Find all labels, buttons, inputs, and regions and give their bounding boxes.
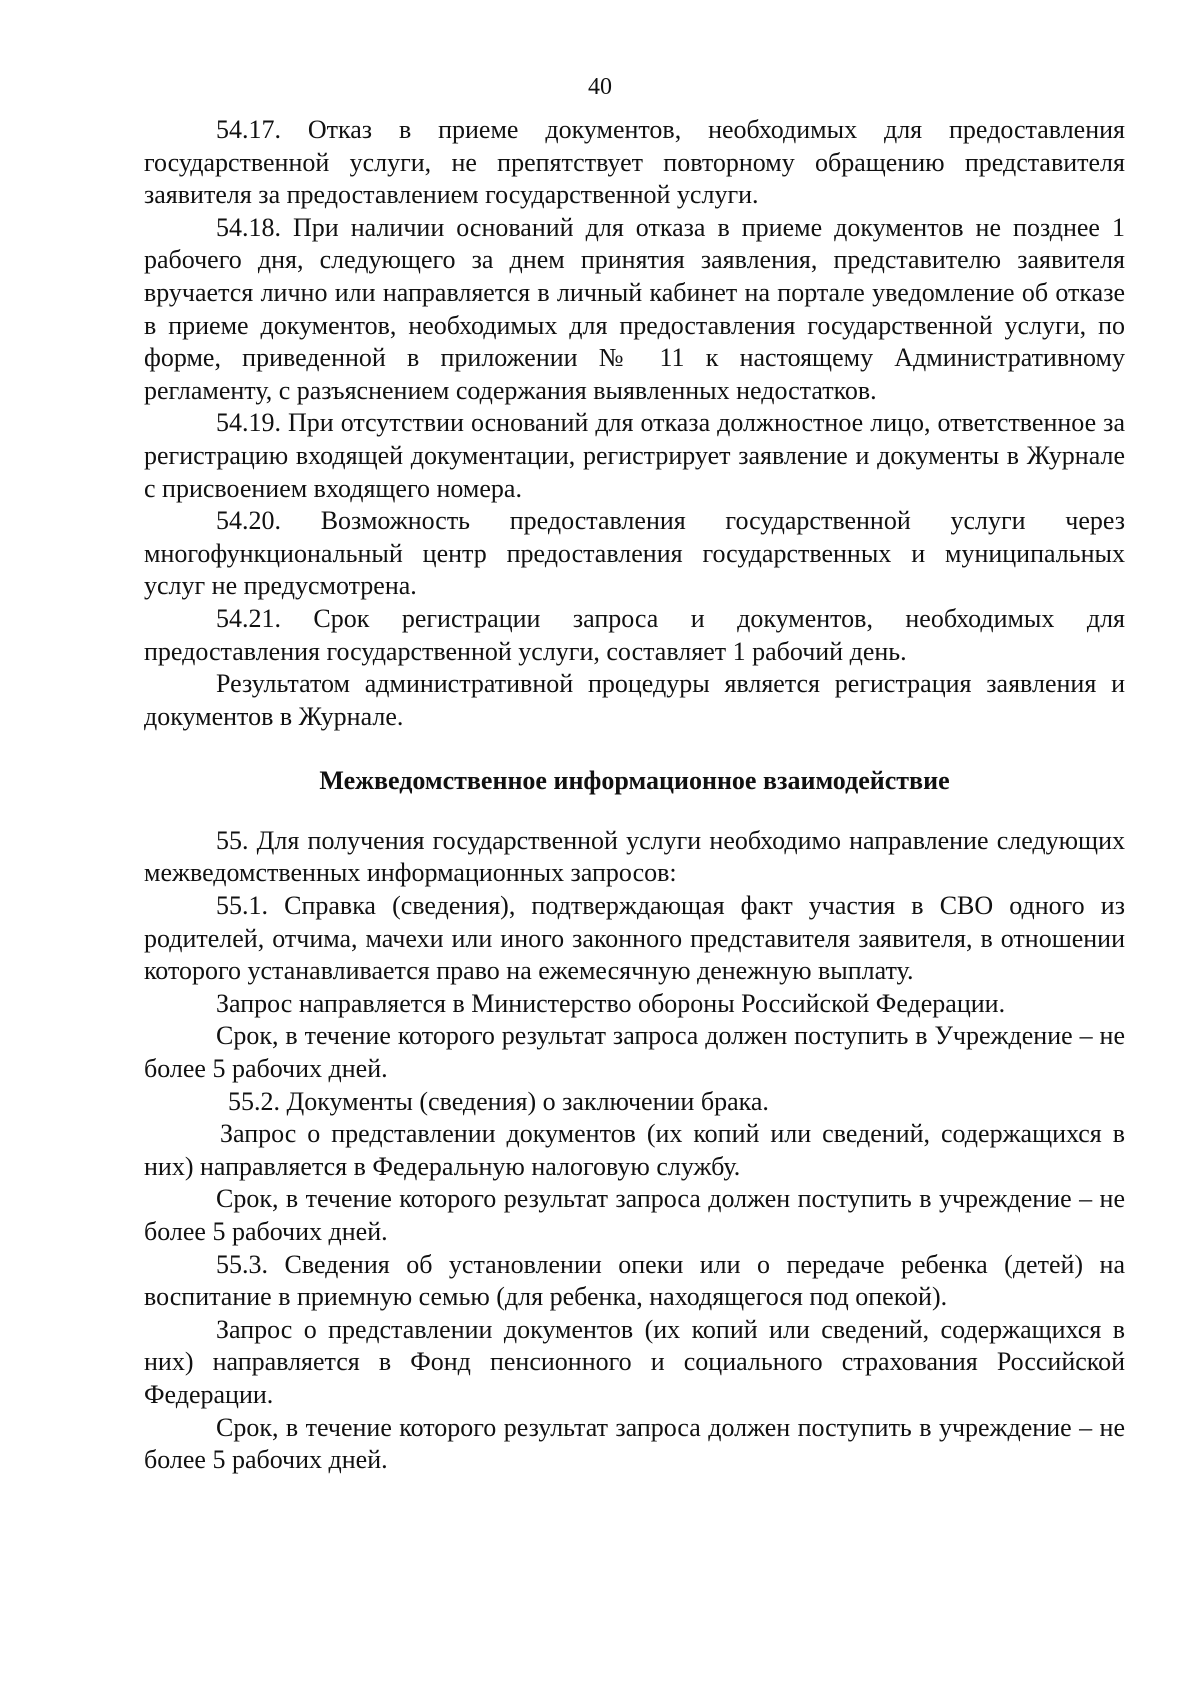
paragraph-55-2: 55.2. Документы (сведения) о заключении брака. xyxy=(228,1086,769,1116)
paragraph-54-21: 54.21. Срок регистрации запроса и документов, необходимых для предоставления государственной услуги, составляет 1 рабочий день. xyxy=(144,603,1125,666)
paragraph-deadline-1: Срок, в течение которого результат запроса должен поступить в Учреждение – не более 5 рабочих дней. xyxy=(144,1021,1125,1084)
paragraph-55-1: 55.1. Справка (сведения), подтверждающая факт участия в СВО одного из родителей, отчима, мачехи или иного законного представителя заявителя, в отношении которого устанавливается право на ежемесячную денежную выплату. xyxy=(144,891,1125,986)
paragraph-54-20: 54.20. Возможность предоставления государственной услуги через многофункциональный центр предоставления государственных и муниципальных услуг не предусмотрена. xyxy=(144,506,1125,601)
page-number: 40 xyxy=(588,74,612,100)
paragraph-55: 55. Для получения государственной услуги необходимо направление следующих межведомственных информационных запросов: xyxy=(144,825,1125,888)
paragraph-request-defense: Запрос направляется в Министерство обороны Российской Федерации. xyxy=(216,988,1006,1018)
paragraph-request-tax: Запрос о представлении документов (их копий или сведений, содержащихся в них) направляется в Федеральную налоговую службу. xyxy=(144,1119,1125,1181)
paragraph-result: Результатом административной процедуры является регистрация заявления и документов в Журнале. xyxy=(144,669,1125,731)
paragraph-request-fund: Запрос о представлении документов (их копий или сведений, содержащихся в них) направляется в Фонд пенсионного и социального страхования Российской Федерации. xyxy=(144,1314,1125,1409)
section-heading: Межведомственное информационное взаимодействие xyxy=(319,766,950,796)
document-body xyxy=(144,114,1125,1477)
paragraph-54-17: 54.17. Отказ в приеме документов, необходимых для предоставления государственной услуги, не препятствует повторному обращению представителя заявителя за предоставлением государственной услуги. xyxy=(144,115,1125,210)
paragraph-54-19: 54.19. При отсутствии оснований для отказа должностное лицо, ответственное за регистрацию входящей документации, регистрирует заявление и документы в Журнале с присвоением входящего номера. xyxy=(144,408,1125,503)
paragraph-55-3: 55.3. Сведения об установлении опеки или о передаче ребенка (детей) на воспитание в приемную семью (для ребенка, находящегося под опекой). xyxy=(144,1249,1125,1312)
paragraph-deadline-3: Срок, в течение которого результат запроса должен поступить в учреждение – не более 5 рабочих дней. xyxy=(144,1412,1125,1475)
paragraph-deadline-2: Срок, в течение которого результат запроса должен поступить в учреждение – не более 5 рабочих дней. xyxy=(144,1184,1125,1246)
paragraph-54-18: 54.18. При наличии оснований для отказа в приеме документов не позднее 1 рабочего дня, следующего за днем принятия заявления, представителю заявителя вручается лично или направляется в личный кабинет на портале уведомление об отказе в приеме документов, необходимых для предоставления государственной услуги, по форме, приведенной в приложении № 11 к настоящему Административному регламенту, с разъяснением содержания выявленных недостатков. xyxy=(144,212,1125,405)
